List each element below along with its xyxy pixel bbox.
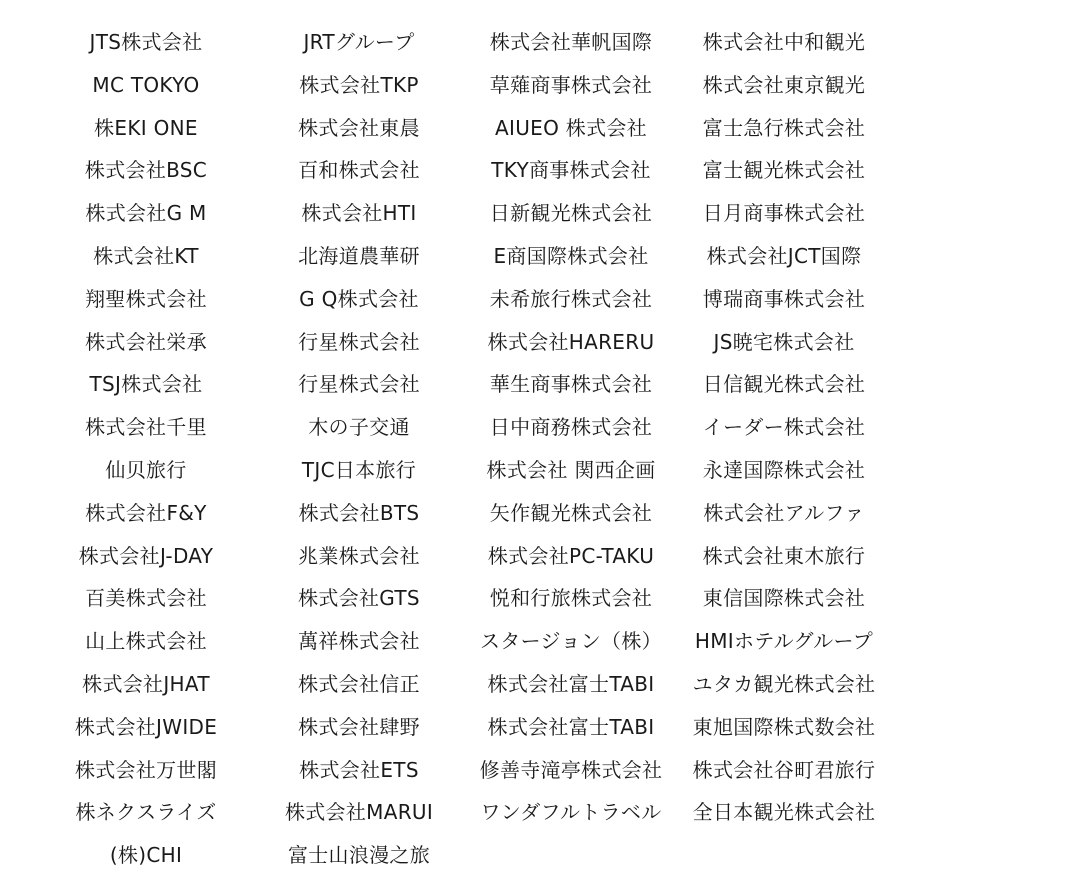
- company-name: 株式会社 関西企画: [486, 457, 656, 482]
- company-name: 株式会社谷町君旅行: [692, 757, 876, 782]
- company-column-4: [677, 21, 891, 834]
- company-name: 株式会社BSC: [84, 158, 208, 183]
- company-name: E商国際株式会社: [493, 243, 649, 268]
- company-name: 萬祥株式会社: [298, 629, 420, 654]
- company-name: 日信観光株式会社: [702, 372, 866, 397]
- company-name: ユタカ観光株式会社: [692, 671, 876, 696]
- company-name: 株式会社千里: [85, 415, 207, 440]
- company-name: 行星株式会社: [298, 329, 420, 354]
- company-name: 翔聖株式会社: [85, 286, 207, 311]
- company-name: JTS株式会社: [89, 30, 203, 54]
- company-name: 矢作観光株式会社: [489, 500, 653, 525]
- company-name: 株式会社アルファ: [703, 500, 865, 525]
- company-name: 修善寺滝亭株式会社: [479, 757, 663, 782]
- company-name: 行星株式会社: [298, 372, 420, 397]
- company-name: G Q株式会社: [299, 286, 419, 311]
- company-name: 木の子交通: [308, 415, 410, 440]
- company-name: 株式会社東晨: [298, 115, 420, 140]
- company-name: 全日本観光株式会社: [692, 800, 876, 825]
- company-name: 株式会社TKP: [299, 72, 419, 97]
- company-name: 東旭国際株式数会社: [692, 714, 876, 739]
- company-name: 仙贝旅行: [105, 457, 187, 482]
- company-name: 株式会社F&Y: [85, 500, 207, 525]
- company-name: 富士急行株式会社: [702, 115, 866, 140]
- company-name: HMIホテルグループ: [694, 629, 874, 654]
- company-name: 株式会社華帆国際: [489, 30, 653, 54]
- company-name: 百美株式会社: [85, 586, 207, 611]
- company-column-3: [464, 21, 678, 834]
- company-name: 悦和行旅株式会社: [489, 586, 653, 611]
- company-name: 株式会社G M: [85, 201, 207, 226]
- company-name: 北海道農華研: [298, 243, 420, 268]
- company-name: 株式会社富士TABI: [487, 671, 655, 696]
- company-name: 株式会社栄承: [85, 329, 207, 354]
- company-name: スタージョン（株）: [480, 629, 662, 654]
- company-name: 株式会社KT: [93, 243, 199, 268]
- company-name: 株式会社HTI: [301, 201, 417, 226]
- company-name: 株EKI ONE: [94, 115, 198, 140]
- company-name: 日中商務株式会社: [489, 415, 653, 440]
- company-name: 永達国際株式会社: [702, 457, 866, 482]
- company-name: 株式会社JHAT: [82, 671, 210, 696]
- company-name: 株式会社PC-TAKU: [487, 543, 655, 568]
- company-name: 博瑞商事株式会社: [702, 286, 866, 311]
- company-name: 株ネクスライズ: [75, 800, 217, 825]
- company-name: 富士山浪漫之旅: [287, 843, 431, 868]
- company-name: 株式会社富士TABI: [487, 714, 655, 739]
- company-name: JS暁宅株式会社: [713, 329, 855, 354]
- company-name: TJC日本旅行: [301, 457, 417, 482]
- company-name: 株式会社J-DAY: [78, 543, 214, 568]
- company-name: 百和株式会社: [298, 158, 420, 183]
- company-name: 株式会社JCT国際: [706, 243, 862, 268]
- company-name: 株式会社JWIDE: [74, 714, 218, 739]
- company-name: 株式会社中和観光: [702, 30, 866, 54]
- company-name: 未希旅行株式会社: [489, 286, 653, 311]
- company-column-1: [39, 21, 253, 877]
- company-name: 富士観光株式会社: [702, 158, 866, 183]
- company-name: 兆業株式会社: [298, 543, 420, 568]
- company-name: 山上株式会社: [85, 629, 207, 654]
- company-name: TKY商事株式会社: [491, 158, 651, 183]
- company-name: 草薙商事株式会社: [489, 72, 653, 97]
- company-name: 株式会社HARERU: [487, 329, 655, 354]
- company-name: ワンダフルトラベル: [480, 800, 662, 825]
- company-name: イーダー株式会社: [702, 415, 866, 440]
- company-name: AIUEO 株式会社: [495, 115, 647, 140]
- company-name: 東信国際株式会社: [702, 586, 866, 611]
- company-name: 株式会社ETS: [299, 757, 419, 782]
- company-name: 日月商事株式会社: [702, 201, 866, 226]
- company-name: JRTグループ: [303, 30, 415, 54]
- company-name: (株)CHI: [109, 843, 183, 868]
- company-name: TSJ株式会社: [89, 372, 203, 397]
- company-name: MC TOKYO: [92, 72, 200, 97]
- company-name: 株式会社東京観光: [702, 72, 866, 97]
- company-name: 株式会社信正: [298, 671, 420, 696]
- company-name: 株式会社万世閣: [74, 757, 218, 782]
- company-name: 株式会社GTS: [298, 586, 420, 611]
- company-column-2: [252, 21, 466, 877]
- company-name: 華生商事株式会社: [489, 372, 653, 397]
- company-name: 株式会社東木旅行: [702, 543, 866, 568]
- company-name: 株式会社肆野: [298, 714, 420, 739]
- company-name: 日新観光株式会社: [489, 201, 653, 226]
- company-name: 株式会社BTS: [298, 500, 420, 525]
- company-name: 株式会社MARUI: [284, 800, 434, 825]
